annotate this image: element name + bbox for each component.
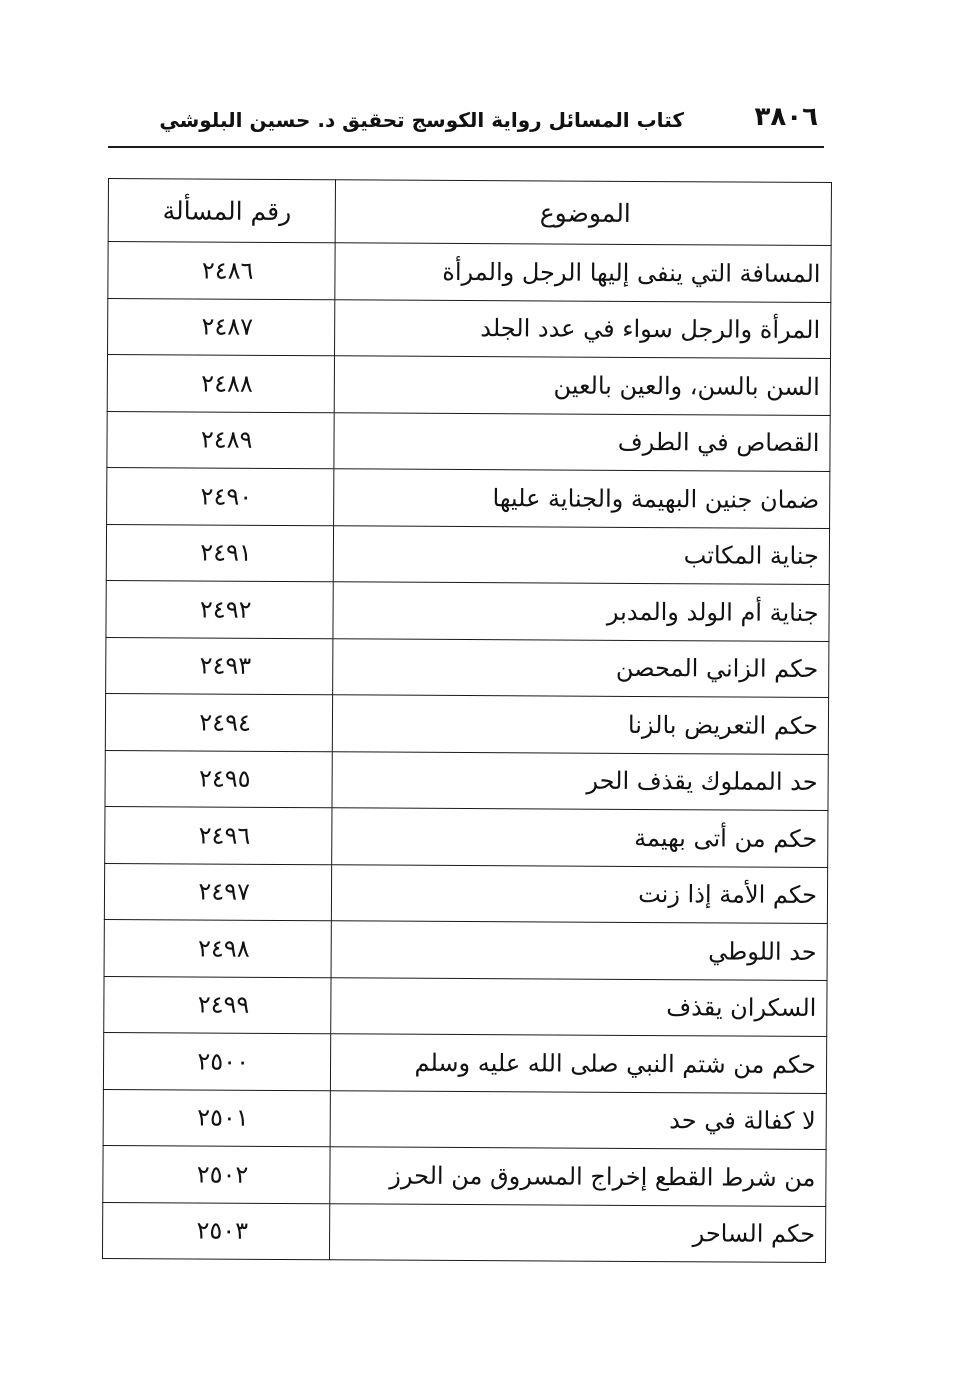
topic-cell: السكران يقذف — [331, 977, 827, 1036]
issue-number-cell: ٢٥٠٣ — [102, 1202, 330, 1260]
topic-cell: حكم الزاني المحصن — [333, 638, 829, 697]
table-row — [107, 355, 830, 416]
topic-cell: المرأة والرجل سواء في عدد الجلد — [335, 299, 831, 358]
topic-cell: حكم الساحر — [330, 1203, 826, 1262]
table-header-row — [108, 179, 831, 246]
issue-number-cell: ٢٥٠٠ — [103, 1032, 331, 1090]
column-header-topic: الموضوع — [335, 180, 831, 246]
issue-number-cell: ٢٤٩١ — [106, 524, 334, 582]
issue-number-cell: ٢٤٨٦ — [108, 242, 336, 300]
table-row — [104, 863, 827, 924]
issue-number-cell: ٢٤٨٧ — [108, 298, 336, 356]
topic-cell: حد المملوك يقذف الحر — [332, 751, 828, 810]
topic-cell: لا كفالة في حد — [330, 1090, 826, 1149]
issue-number-cell: ٢٤٩٤ — [105, 693, 333, 751]
issue-number-cell: ٢٥٠٢ — [103, 1145, 331, 1203]
table-row — [107, 467, 830, 528]
table-row — [103, 1089, 826, 1150]
table-row — [104, 976, 827, 1037]
issue-number-cell: ٢٤٩٩ — [104, 976, 332, 1034]
issue-number-cell: ٢٤٩٢ — [106, 580, 334, 638]
issue-number-cell: ٢٤٨٩ — [107, 411, 335, 469]
topic-cell: حكم من أتى بهيمة — [332, 808, 828, 867]
table-row — [108, 242, 831, 303]
table-row — [103, 1032, 826, 1093]
table-row — [106, 524, 829, 585]
table-row — [108, 298, 831, 359]
table-row — [106, 637, 829, 698]
topic-cell: جناية المكاتب — [334, 525, 830, 584]
issue-number-cell: ٢٤٩٦ — [105, 806, 333, 864]
table-row — [103, 1145, 826, 1206]
topic-cell: حد اللوطي — [331, 921, 827, 980]
column-header-number: رقم المسألة — [108, 179, 336, 243]
table-row — [106, 580, 829, 641]
table-row — [105, 693, 828, 754]
issue-number-cell: ٢٤٩٨ — [104, 919, 332, 977]
page-header — [108, 96, 824, 148]
table-row — [104, 919, 827, 980]
table-row — [107, 411, 830, 472]
topic-cell: القصاص في الطرف — [334, 412, 830, 471]
topic-cell: حكم الأمة إذا زنت — [332, 864, 828, 923]
table-row — [102, 1202, 825, 1263]
topic-cell: السن بالسن، والعين بالعين — [335, 356, 831, 415]
table-row — [105, 750, 828, 811]
table-body — [102, 242, 831, 1263]
topic-cell: جناية أم الولد والمدبر — [333, 582, 829, 641]
topic-cell: من شرط القطع إخراج المسروق من الحرز — [330, 1147, 826, 1206]
issue-number-cell: ٢٤٩٠ — [107, 467, 335, 525]
issue-number-cell: ٢٥٠١ — [103, 1089, 331, 1147]
issue-number-cell: ٢٤٩٧ — [104, 863, 332, 921]
issue-number-cell: ٢٤٨٨ — [107, 355, 335, 413]
topic-cell: حكم التعريض بالزنا — [333, 695, 829, 754]
table-row — [105, 806, 828, 867]
topic-cell: حكم من شتم النبي صلى الله عليه وسلم — [331, 1034, 827, 1093]
page-number: ٣٨٠٦ — [754, 102, 818, 132]
topic-cell: المسافة التي ينفى إليها الرجل والمرأة — [335, 243, 831, 302]
issue-number-cell: ٢٤٩٣ — [106, 637, 334, 695]
topic-cell: ضمان جنين البهيمة والجناية عليها — [334, 469, 830, 528]
running-title: كتاب المسائل رواية الكوسج تحقيق د. حسين البلوشي — [159, 108, 684, 132]
topics-index-table — [102, 178, 832, 1263]
issue-number-cell: ٢٤٩٥ — [105, 750, 333, 808]
